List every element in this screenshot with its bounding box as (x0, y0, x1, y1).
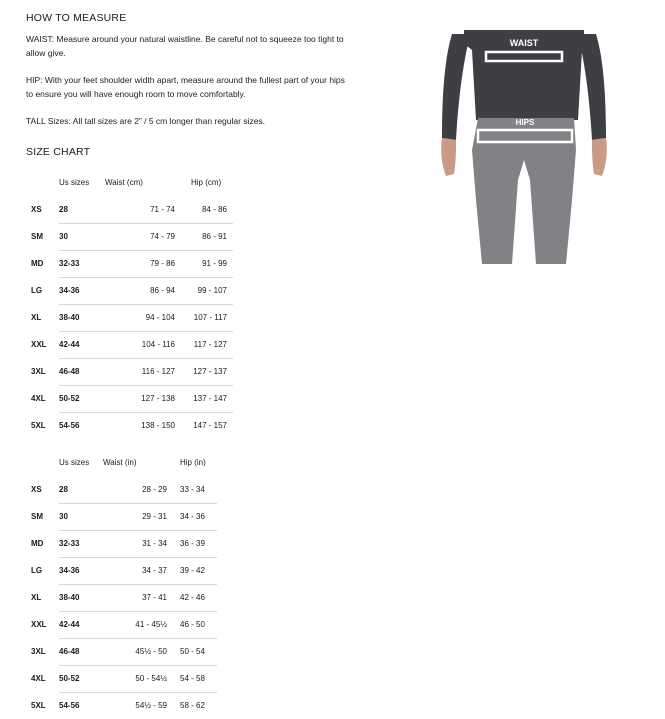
hip-value: 127 - 137 (181, 358, 233, 385)
table-row (26, 304, 233, 331)
table-row (26, 385, 233, 412)
table-header-row (26, 449, 217, 476)
us-size: 30 (59, 503, 103, 530)
hip-value: 54 - 58 (175, 665, 217, 692)
hip-value: 107 - 117 (181, 304, 233, 331)
hip-instruction: HIP: With your feet shoulder width apart, measure around the fullest part of your hips to ensure you will have enough room to move comfortably. (26, 75, 345, 99)
us-size: 50-52 (59, 385, 103, 412)
table-row (26, 277, 233, 304)
hip-value: 58 - 62 (180, 701, 205, 711)
size-label: XS (31, 205, 42, 214)
us-size: 46-48 (59, 638, 103, 665)
waist-label: WAIST (509, 38, 539, 48)
size-label: XXL (31, 340, 47, 349)
waist-value: 138 - 150 (141, 421, 175, 431)
table-row (26, 223, 233, 250)
waist-value: 41 - 45½ (103, 611, 175, 638)
waist-value: 54½ - 59 (135, 701, 167, 711)
size-table-in (26, 449, 217, 719)
waist-cm-header: Waist (cm) (105, 178, 143, 187)
waist-value: 79 - 86 (103, 250, 181, 277)
size-header-blank (26, 449, 59, 476)
hip-value: 99 - 107 (181, 277, 233, 304)
size-label: MD (31, 539, 44, 548)
table-row (26, 611, 217, 638)
hip-value: 50 - 54 (175, 638, 217, 665)
table-row (26, 331, 233, 358)
waist-value: 94 - 104 (103, 304, 181, 331)
size-chart-title: SIZE CHART (26, 146, 91, 158)
us-size: 50-52 (59, 665, 103, 692)
waist-value: 86 - 94 (103, 277, 181, 304)
waist-value: 104 - 116 (103, 331, 181, 358)
us-size: 38-40 (59, 304, 103, 331)
us-size: 34-36 (59, 557, 103, 584)
us-size: 42-44 (59, 331, 103, 358)
table-row (26, 665, 217, 692)
hip-value: 147 - 157 (193, 421, 227, 431)
waist-value: 31 - 34 (103, 530, 175, 557)
waist-value: 50 - 54½ (103, 665, 175, 692)
how-to-measure-title: HOW TO MEASURE (26, 12, 127, 24)
size-header-blank (26, 169, 59, 196)
size-label: LG (31, 286, 43, 295)
us-size: 28 (59, 476, 103, 503)
us-sizes-header: Us sizes (59, 458, 90, 467)
size-label: 3XL (31, 367, 46, 376)
table-row (26, 476, 217, 503)
us-size: 32-33 (59, 530, 103, 557)
size-label: SM (31, 512, 43, 521)
waist-value: 29 - 31 (103, 503, 175, 530)
table-row (26, 584, 217, 611)
table-header-row (26, 169, 233, 196)
us-size: 54-56 (59, 421, 80, 431)
size-label: XXL (31, 620, 47, 629)
size-label: 5XL (31, 701, 46, 710)
table-row (26, 638, 217, 665)
table-row (26, 503, 217, 530)
hip-value: 137 - 147 (181, 385, 233, 412)
hips-label: HIPS (515, 118, 535, 127)
waist-value: 116 - 127 (103, 358, 181, 385)
size-label: 3XL (31, 647, 46, 656)
waist-in-header: Waist (in) (103, 458, 137, 467)
us-size: 38-40 (59, 584, 103, 611)
hip-value: 117 - 127 (181, 331, 233, 358)
hip-value: 46 - 50 (175, 611, 217, 638)
hip-value: 34 - 36 (175, 503, 217, 530)
hip-value: 36 - 39 (175, 530, 217, 557)
us-sizes-header: Us sizes (59, 178, 90, 187)
figure-pants (472, 118, 576, 264)
us-size: 32-33 (59, 250, 103, 277)
size-label: XL (31, 313, 42, 322)
measurement-figure (438, 30, 610, 264)
waist-value: 34 - 37 (103, 557, 175, 584)
waist-value: 37 - 41 (103, 584, 175, 611)
size-label: 5XL (31, 421, 46, 430)
waist-value: 127 - 138 (103, 385, 181, 412)
hip-value: 91 - 99 (181, 250, 233, 277)
size-label: 4XL (31, 394, 46, 403)
hip-value: 86 - 91 (181, 223, 233, 250)
hip-value: 84 - 86 (181, 196, 233, 223)
size-label: 4XL (31, 674, 46, 683)
size-label: LG (31, 566, 43, 575)
hip-value: 33 - 34 (175, 476, 217, 503)
size-table-cm (26, 169, 233, 439)
hip-in-header: Hip (in) (180, 458, 206, 467)
hip-value: 42 - 46 (175, 584, 217, 611)
tall-sizes-note: TALL Sizes: All tall sizes are 2” / 5 cm longer than regular sizes. (26, 116, 266, 126)
size-label: MD (31, 259, 44, 268)
size-label: XS (31, 485, 42, 494)
table-row (26, 692, 217, 719)
waist-instruction: WAIST: Measure around your natural waistline. Be careful not to squeeze too tight to allow give. (26, 34, 344, 58)
us-size: 54-56 (59, 701, 80, 711)
table-row (26, 530, 217, 557)
waist-value: 71 - 74 (103, 196, 181, 223)
table-row (26, 358, 233, 385)
size-label: SM (31, 232, 43, 241)
waist-value: 74 - 79 (103, 223, 181, 250)
waist-value: 28 - 29 (103, 476, 175, 503)
waist-value: 45½ - 50 (103, 638, 175, 665)
us-size: 30 (59, 223, 103, 250)
size-label: XL (31, 593, 42, 602)
hip-value: 39 - 42 (175, 557, 217, 584)
table-row (26, 250, 233, 277)
us-size: 42-44 (59, 611, 103, 638)
us-size: 34-36 (59, 277, 103, 304)
table-row (26, 412, 233, 439)
table-row (26, 196, 233, 223)
table-row (26, 557, 217, 584)
hip-cm-header: Hip (cm) (191, 178, 222, 187)
us-size: 28 (59, 196, 103, 223)
us-size: 46-48 (59, 358, 103, 385)
